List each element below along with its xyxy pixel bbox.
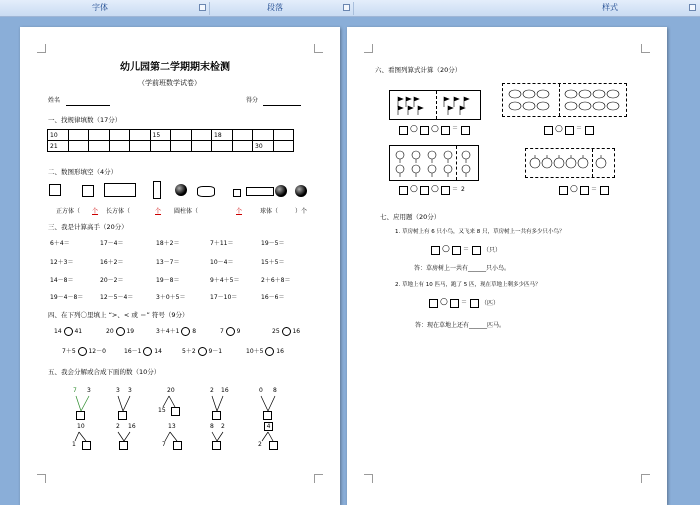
unit-label: （匹） <box>481 300 500 307</box>
question-2: 2. 草地上有 10 匹马，跑了 5 匹，现在草地上剩多少匹马？ <box>395 282 541 288</box>
compare-right: 14 <box>154 348 162 355</box>
flags-picture <box>389 90 481 120</box>
hedgehogs-picture <box>502 83 627 117</box>
operator-circle: ○ <box>555 124 563 134</box>
document-page-2[interactable] <box>347 27 667 505</box>
equation-box[interactable] <box>559 186 568 195</box>
calc-item[interactable]: 19－5＝ <box>261 240 285 247</box>
shape-label-sphere: 球体（ <box>260 208 279 215</box>
calc-item[interactable]: 20－2＝ <box>100 277 124 284</box>
calc-item[interactable]: 16＋2＝ <box>100 259 124 266</box>
shape-label-count: ）个 <box>295 208 308 215</box>
divider-line <box>436 91 437 119</box>
shape-answer: 个 <box>92 208 99 215</box>
styles-dialog-launcher-icon[interactable] <box>689 4 696 11</box>
paragraph-dialog-launcher-icon[interactable] <box>343 4 350 11</box>
equation-box[interactable] <box>441 186 450 195</box>
divider-line <box>592 149 593 177</box>
compare-left: 5＋2 <box>182 348 196 355</box>
calc-item[interactable]: 13－7＝ <box>156 259 180 266</box>
question-1: 1. 草房树上有 6 只小鸟，又飞来 8 只，草房树上一共有多少只小鸟？ <box>395 229 565 235</box>
calc-item[interactable]: 10－4＝ <box>210 259 234 266</box>
compare-left: 7＋5 <box>62 348 76 355</box>
equation-box[interactable] <box>399 126 408 135</box>
equation-box[interactable] <box>420 126 429 135</box>
grid-cell[interactable]: 15 <box>150 130 171 141</box>
operator-circle: ○ <box>440 297 448 307</box>
decomp-number: 0 <box>259 387 263 394</box>
equals-sign: ＝ <box>461 299 468 306</box>
calc-item[interactable]: 3＋0＋5＝ <box>156 294 186 301</box>
decomp-number: 8 <box>273 387 277 394</box>
compare-left: 20 <box>106 328 114 335</box>
operator-circle: ○ <box>431 184 439 194</box>
equals-sign: ＝ <box>452 186 459 193</box>
decomp-number: 13 <box>168 423 176 430</box>
equation-box[interactable] <box>450 299 459 308</box>
equation-box[interactable] <box>585 126 594 135</box>
calc-item[interactable]: 19－4－8＝ <box>50 294 84 301</box>
equation-box[interactable] <box>565 126 574 135</box>
ribbon-group-paragraph[interactable]: 段落 <box>267 3 283 12</box>
compare-right: 9 <box>236 328 241 335</box>
shape-label-cuboid: 长方体（ <box>106 208 131 215</box>
decomp-number: 8 <box>210 423 214 430</box>
section-3-heading: 三、我是计算高手（20分） <box>48 223 128 231</box>
equation-box[interactable] <box>441 126 450 135</box>
section-2-heading: 二、数图形填空（4分） <box>48 168 118 176</box>
equals-sign: ＝ <box>463 246 470 253</box>
ribbon-separator <box>353 2 354 15</box>
divider-line <box>456 146 457 180</box>
margin-corner-mark <box>641 44 650 53</box>
compare-left: 25 <box>272 328 280 335</box>
calc-item[interactable]: 7＋11＝ <box>210 240 234 247</box>
compare-right: 9－1 <box>208 348 223 355</box>
ribbon-group-styles[interactable]: 样式 <box>602 3 618 12</box>
operator-circle: ○ <box>442 244 450 254</box>
decomp-number: 7 <box>73 387 77 394</box>
flowers-picture <box>389 145 479 181</box>
calc-item[interactable]: 18＋2＝ <box>156 240 180 247</box>
compare-left: 10＋5 <box>246 348 264 355</box>
unit-label: （只） <box>483 247 502 254</box>
calc-item[interactable]: 16－6＝ <box>261 294 285 301</box>
margin-corner-mark <box>641 474 650 483</box>
answer-2: 答：现在草地上还有______匹马。 <box>415 322 506 329</box>
equation-box[interactable] <box>429 299 438 308</box>
flags-icon <box>390 91 480 119</box>
decomp-number: 2 <box>116 423 120 430</box>
decomp-number: 10 <box>77 423 85 430</box>
equation-box[interactable] <box>472 246 481 255</box>
calc-item[interactable]: 9＋4＋5＝ <box>210 277 240 284</box>
equation-box[interactable] <box>420 186 429 195</box>
compare-right: 12－0 <box>88 348 106 355</box>
hedgehog-icon <box>503 84 626 116</box>
decomp-number: 2 <box>210 387 214 394</box>
compare-right: 16 <box>276 348 284 355</box>
shape-label-cube: 正方体（ <box>56 208 81 215</box>
grid-cell[interactable]: 10 <box>48 130 69 141</box>
compare-left: 7 <box>220 328 224 335</box>
font-dialog-launcher-icon[interactable] <box>199 4 206 11</box>
compare-right: 19 <box>126 328 135 335</box>
decomp-branch-lines <box>20 27 340 505</box>
equation-box[interactable] <box>580 186 589 195</box>
exam-title: 幼儿园第二学期期末检测 <box>120 62 230 73</box>
decomp-number: 2 <box>258 441 262 448</box>
grid-cell[interactable]: 30 <box>253 141 274 152</box>
decomp-number: 4 <box>264 422 273 431</box>
operator-circle: ○ <box>570 184 578 194</box>
decomp-number: 16 <box>221 387 229 394</box>
compare-right: 41 <box>74 328 83 335</box>
compare-left: 14 <box>54 328 62 335</box>
equation-box[interactable] <box>431 246 440 255</box>
divider-line <box>559 84 560 116</box>
section-7-heading: 七、应用题（20分） <box>380 213 441 221</box>
grid-cell[interactable]: 18 <box>212 130 233 141</box>
ribbon-group-bar <box>0 0 700 17</box>
decomp-number: 2 <box>221 423 225 430</box>
decomp-number: 15 <box>158 407 166 414</box>
document-page-1[interactable] <box>20 27 340 505</box>
apple-icon <box>526 149 614 177</box>
margin-corner-mark <box>364 44 373 53</box>
decomp-number: 3 <box>116 387 120 394</box>
operator-circle: ○ <box>410 184 418 194</box>
calc-item[interactable]: 17－4＝ <box>100 240 124 247</box>
calc-item[interactable]: 6＋4＝ <box>50 240 70 247</box>
calc-item[interactable]: 12－5－4＝ <box>100 294 134 301</box>
score-label: 得分 <box>246 97 259 104</box>
section-5-heading: 五、我会分解或合成下面的数（10分） <box>48 368 161 376</box>
calc-item[interactable]: 14－8＝ <box>50 277 74 284</box>
exam-subtitle: （学前班数学试卷） <box>138 79 201 87</box>
calc-item[interactable]: 12＋3＝ <box>50 259 74 266</box>
answer-1: 答：草房树上一共有______只小鸟。 <box>414 265 511 272</box>
decomp-number: 20 <box>167 387 175 394</box>
margin-corner-mark <box>364 474 373 483</box>
operator-circle: ○ <box>431 124 439 134</box>
equals-sign: ＝ <box>591 186 598 193</box>
calc-item[interactable]: 17－10＝ <box>210 294 238 301</box>
compare-right: 8 <box>192 328 197 335</box>
equation-box[interactable] <box>470 299 479 308</box>
calc-item[interactable]: 2＋6＋8＝ <box>261 277 291 284</box>
shape-answer: 个 <box>236 208 243 215</box>
decomp-number: 3 <box>87 387 91 394</box>
section-6-heading: 六、看图列算式计算（20分） <box>375 66 462 74</box>
equals-sign: ＝ <box>576 125 583 132</box>
section-4-heading: 四、在下列〇里填上 “>、< 或 ＝” 符号（9分） <box>48 311 189 319</box>
grid-cell[interactable]: 21 <box>48 141 69 152</box>
equation-box[interactable] <box>544 126 553 135</box>
shape-answer: 个 <box>155 208 162 215</box>
apples-picture <box>525 148 615 178</box>
calc-item[interactable]: 19－8＝ <box>156 277 180 284</box>
flower-icon <box>390 146 478 180</box>
shape-label-cylinder: 圆柱体（ <box>174 208 199 215</box>
decomp-number: 16 <box>128 423 136 430</box>
decomp-number: 1 <box>72 441 76 448</box>
compare-left: 16－1 <box>124 348 142 355</box>
calc-item[interactable]: 15＋5＝ <box>261 259 285 266</box>
ribbon-group-font[interactable]: 字体 <box>92 3 108 12</box>
equation-box[interactable] <box>600 186 609 195</box>
equals-sign: ＝ <box>452 125 459 132</box>
equation-box[interactable] <box>452 246 461 255</box>
decomp-number: 3 <box>128 387 132 394</box>
compare-right: 16 <box>292 328 301 335</box>
equation-box[interactable] <box>461 126 470 135</box>
equation-box[interactable] <box>399 186 408 195</box>
decomp-number: 7 <box>162 441 166 448</box>
name-label: 姓名 <box>48 97 61 104</box>
section-1-heading: 一、找规律填数（17分） <box>48 116 122 124</box>
equation-result: 2 <box>461 186 465 193</box>
compare-left: 3＋4＋1 <box>156 328 180 335</box>
operator-circle: ○ <box>410 124 418 134</box>
